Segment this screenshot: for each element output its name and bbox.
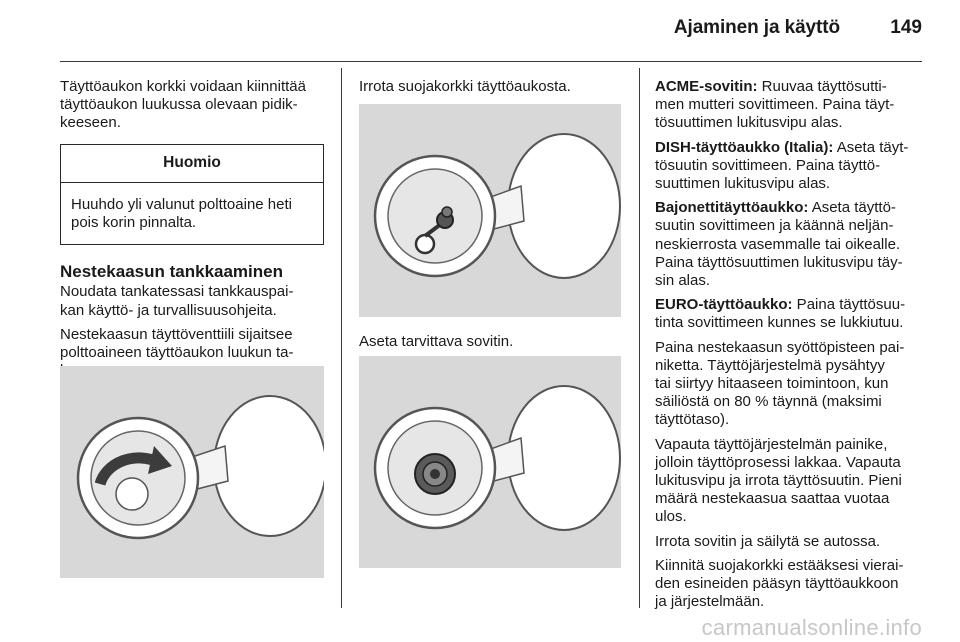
column-3: [655, 78, 923, 617]
section-heading: Nestekaasun tankkaaminen: [60, 262, 283, 282]
column-1: [60, 78, 324, 386]
release-paragraph: Vapauta täyttöjärjestelmän painike, jolloin täyttöprosessi lakkaa. Vapauta lukitusvipu ja irrota täyttösuutin. Pieni määrä nestekaasua saattaa vuotaa ulos.: [655, 435, 902, 526]
note-title: Huomio: [61, 145, 323, 183]
column-2: [359, 78, 623, 102]
cap-paragraph: Kiinnitä suojakorkki estääksesi vierai- den esineiden pääsyn täyttöaukkoon ja järjestelmään.: [655, 556, 904, 611]
figure-insert-adapter: [359, 356, 621, 568]
note-box: [60, 144, 324, 246]
column-2-lower: [359, 333, 623, 357]
paragraph: Aseta tarvittava sovitin.: [359, 333, 514, 350]
dish-paragraph: DISH-täyttöaukko (Italia): Aseta täyt- tösuutin sovittimeen. Paina täyttö- suuttimen lukitusvipu alas.: [655, 138, 909, 193]
note-body: Huuhdo yli valunut polttoaine heti pois korin pinnalta.: [71, 195, 292, 232]
paragraph: Irrota suojakorkki täyttöaukosta.: [359, 78, 571, 95]
paragraph: Nestekaasun täyttöventtiili sijaitsee polttoaineen täyttöaukon luukun ta-: [60, 325, 294, 362]
section-title: Ajaminen ja käyttö: [673, 17, 840, 38]
page-number: 149: [890, 17, 922, 38]
figure-remove-cap: [359, 104, 621, 317]
store-paragraph: Irrota sovitin ja säilytä se autossa.: [655, 532, 881, 550]
watermark: carmanualsonline.info: [701, 615, 922, 640]
paragraph: Noudata tankatessasi tankkauspai- kan käyttö- ja turvallisuusohjeita.: [60, 283, 294, 319]
bayonet-paragraph: Bajonettitäyttöaukko: Aseta täyttö- suutin sovittimeen ja käännä neljän- neskierrosta vasemmalle tai oikealle. Paina täyttösuuttimen lukitusvipu täy- sin alas.: [655, 199, 903, 290]
intro-paragraph: Täyttöaukon korkki voidaan kiinnittää täyttöaukon luukussa olevaan pidik- keeseen.: [60, 78, 306, 132]
figure-fuel-door-rotate: [60, 366, 324, 578]
page-header: [60, 0, 922, 62]
column-divider: [341, 68, 342, 608]
press-paragraph: Paina nestekaasun syöttöpisteen pai- niketta. Täyttöjärjestelmä pysähtyy tai siirtyy hitaaseen toimintoon, kun säiliöstä on 80 % täynnä (maksimi täyttötaso).: [655, 338, 905, 429]
euro-paragraph: EURO-täyttöaukko: Paina täyttösuu- tinta sovittimeen kunnes se lukkiutuu.: [655, 296, 906, 332]
acme-paragraph: ACME-sovitin: Ruuvaa täyttösutti- men mutteri sovittimeen. Paina täyt- tösuuttimen lukitusvipu alas.: [655, 78, 895, 132]
column-divider: [639, 68, 640, 608]
